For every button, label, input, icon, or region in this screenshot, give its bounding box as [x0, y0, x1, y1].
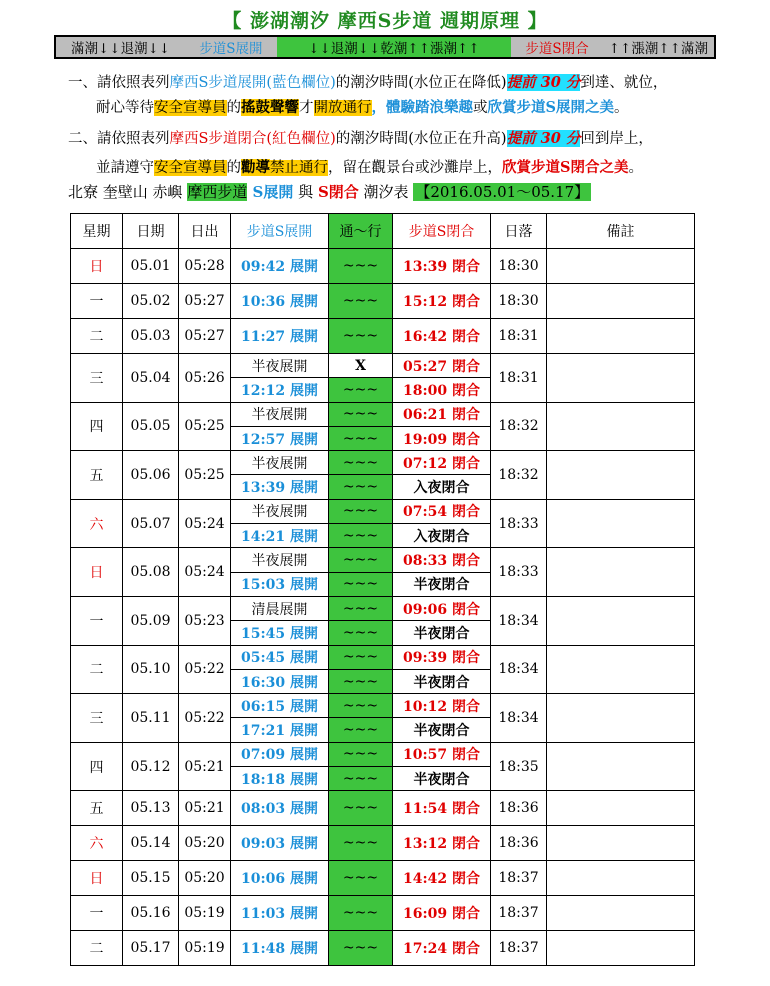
cell-remarks	[547, 548, 695, 597]
note-line-3	[68, 127, 653, 148]
cell-remarks	[547, 402, 695, 451]
cell-sunset: 18:36	[491, 791, 547, 826]
note-text: 一、請依照表列	[68, 75, 170, 91]
cell-sunset: 18:35	[491, 742, 547, 791]
cell-date: 05.12	[123, 742, 179, 791]
cell-pass: ~~~	[329, 645, 393, 669]
banner-text: 與	[293, 183, 318, 201]
cell-close-time: 06:21 閉合	[393, 402, 491, 426]
note-text: 的潮汐時間(水位正在升高)	[335, 131, 507, 147]
cell-remarks	[547, 319, 695, 354]
header-date: 日期	[123, 214, 179, 249]
note-line-1	[68, 71, 667, 92]
cell-open-time: 半夜展開	[231, 402, 329, 426]
table-row	[71, 791, 695, 826]
cell-weekday: 三	[71, 694, 123, 743]
cell-weekday: 四	[71, 402, 123, 451]
cell-weekday: 一	[71, 596, 123, 645]
cell-sunrise: 05:23	[179, 596, 231, 645]
cell-date: 05.07	[123, 499, 179, 548]
cell-close-time: 入夜閉合	[393, 475, 491, 499]
cell-date: 05.04	[123, 354, 179, 403]
note-yellow-text: 搖鼓聲響	[241, 99, 299, 116]
cell-weekday: 二	[71, 931, 123, 966]
cell-date: 05.15	[123, 861, 179, 896]
cell-weekday: 五	[71, 451, 123, 500]
cell-sunset: 18:30	[491, 284, 547, 319]
cell-close-time: 07:12 閉合	[393, 451, 491, 475]
cell-open-time: 11:27 展開	[231, 319, 329, 354]
cell-close-time: 半夜閉合	[393, 621, 491, 645]
note-text: 並請遵守	[96, 160, 154, 176]
cell-close-time: 10:57 閉合	[393, 742, 491, 766]
cell-open-time: 10:36 展開	[231, 284, 329, 319]
header-remarks: 備註	[547, 214, 695, 249]
cell-open-time: 05:45 展開	[231, 645, 329, 669]
cell-open-time: 18:18 展開	[231, 767, 329, 791]
cell-close-time: 09:39 閉合	[393, 645, 491, 669]
cell-pass: ~~~	[329, 596, 393, 620]
tide-cycle-bar	[54, 35, 716, 59]
table-header-row	[71, 214, 695, 249]
cycle-segment: ↓↓退潮↓↓乾潮↑↑漲潮↑↑	[277, 37, 512, 57]
note-blue-text: 摩西S步道展開(藍色欄位)	[169, 75, 336, 91]
cell-pass: ~~~	[329, 718, 393, 742]
cell-remarks	[547, 791, 695, 826]
cell-date: 05.03	[123, 319, 179, 354]
cell-pass: ~~~	[329, 861, 393, 896]
note-blue-text: 欣賞步道S展開之美	[487, 99, 614, 116]
cell-pass: ~~~	[329, 426, 393, 450]
cell-pass: ~~~	[329, 475, 393, 499]
note-text: 的	[226, 160, 241, 176]
cell-sunrise: 05:27	[179, 319, 231, 354]
table-row	[71, 548, 695, 572]
cell-pass: ~~~	[329, 931, 393, 966]
cell-date: 05.14	[123, 826, 179, 861]
cell-date: 05.08	[123, 548, 179, 597]
cycle-segment: 步道S閉合	[511, 37, 602, 57]
cell-remarks	[547, 742, 695, 791]
cell-weekday: 五	[71, 791, 123, 826]
cell-pass: ~~~	[329, 249, 393, 284]
cell-sunrise: 05:20	[179, 826, 231, 861]
cell-close-time: 05:27 閉合	[393, 354, 491, 378]
cell-pass: ~~~	[329, 284, 393, 319]
header-sunrise: 日出	[179, 214, 231, 249]
header-open: 步道S展開	[231, 214, 329, 249]
cell-pass: ~~~	[329, 669, 393, 693]
cell-sunrise: 05:19	[179, 896, 231, 931]
cell-weekday: 四	[71, 742, 123, 791]
cell-pass: ~~~	[329, 548, 393, 572]
cell-pass: ~~~	[329, 402, 393, 426]
cell-close-time: 16:09 閉合	[393, 896, 491, 931]
cell-close-time: 08:33 閉合	[393, 548, 491, 572]
cell-pass: ~~~	[329, 896, 393, 931]
cell-date: 05.10	[123, 645, 179, 694]
table-row	[71, 499, 695, 523]
cell-pass: ~~~	[329, 767, 393, 791]
header-weekday: 星期	[71, 214, 123, 249]
tide-table	[70, 213, 695, 966]
cell-close-time: 19:09 閉合	[393, 426, 491, 450]
cycle-segment: 步道S展開	[185, 37, 276, 57]
table-row	[71, 826, 695, 861]
cell-remarks	[547, 499, 695, 548]
cell-pass: ~~~	[329, 378, 393, 402]
cell-open-time: 17:21 展開	[231, 718, 329, 742]
cell-date: 05.16	[123, 896, 179, 931]
cell-weekday: 六	[71, 826, 123, 861]
cell-close-time: 入夜閉合	[393, 524, 491, 548]
table-row	[71, 284, 695, 319]
cell-weekday: 日	[71, 548, 123, 597]
cell-sunrise: 05:21	[179, 791, 231, 826]
cell-close-time: 13:39 閉合	[393, 249, 491, 284]
note-text: 。	[613, 100, 629, 116]
table-row	[71, 645, 695, 669]
header-close: 步道S閉合	[393, 214, 491, 249]
cell-close-time: 14:42 閉合	[393, 861, 491, 896]
cell-sunset: 18:34	[491, 596, 547, 645]
note-text: 或	[473, 100, 488, 116]
cell-date: 05.17	[123, 931, 179, 966]
cell-pass: ~~~	[329, 694, 393, 718]
cell-remarks	[547, 284, 695, 319]
cell-open-time: 10:06 展開	[231, 861, 329, 896]
cell-date: 05.13	[123, 791, 179, 826]
note-text: ，留在觀景台或沙灘岸上，	[328, 160, 502, 176]
cell-sunrise: 05:24	[179, 499, 231, 548]
note-text: 回到岸上，	[580, 131, 653, 147]
cell-sunrise: 05:21	[179, 742, 231, 791]
cell-sunset: 18:31	[491, 319, 547, 354]
cell-open-time: 13:39 展開	[231, 475, 329, 499]
cell-close-time: 17:24 閉合	[393, 931, 491, 966]
cell-pass: ~~~	[329, 826, 393, 861]
cell-remarks	[547, 596, 695, 645]
page-title: 【 澎湖潮汐 摩西S步道 週期原理 】	[222, 10, 548, 32]
cell-sunrise: 05:26	[179, 354, 231, 403]
note-line-4	[96, 156, 643, 177]
cell-remarks	[547, 861, 695, 896]
table-row	[71, 896, 695, 931]
cell-weekday: 六	[71, 499, 123, 548]
header-sunset: 日落	[491, 214, 547, 249]
cell-open-time: 12:12 展開	[231, 378, 329, 402]
note-text: 二、請依照表列	[68, 131, 170, 147]
cell-weekday: 三	[71, 354, 123, 403]
cell-open-time: 14:21 展開	[231, 524, 329, 548]
cell-sunset: 18:37	[491, 896, 547, 931]
note-yellow-text: 安全宣導員	[154, 100, 227, 116]
cell-open-time: 15:45 展開	[231, 621, 329, 645]
cell-pass: ~~~	[329, 499, 393, 523]
cell-sunset: 18:32	[491, 451, 547, 500]
cell-close-time: 半夜閉合	[393, 572, 491, 596]
cell-remarks	[547, 694, 695, 743]
cell-pass: ~~~	[329, 621, 393, 645]
cell-sunrise: 05:22	[179, 694, 231, 743]
note-yellow-text: 開放通行	[313, 100, 372, 116]
note-advance-time: 提前 30 分	[506, 130, 581, 147]
note-text: 才	[299, 100, 314, 116]
cell-weekday: 一	[71, 896, 123, 931]
cell-weekday: 日	[71, 249, 123, 284]
cell-open-time: 半夜展開	[231, 354, 329, 378]
cell-pass: ~~~	[329, 451, 393, 475]
cell-open-time: 半夜展開	[231, 451, 329, 475]
table-row	[71, 596, 695, 620]
cell-close-time: 13:12 閉合	[393, 826, 491, 861]
cell-open-time: 清晨展開	[231, 596, 329, 620]
cell-remarks	[547, 645, 695, 694]
banner-text: 潮汐表	[358, 183, 414, 201]
cell-open-time: 11:48 展開	[231, 931, 329, 966]
cell-pass: ~~~	[329, 319, 393, 354]
cell-pass: ~~~	[329, 524, 393, 548]
table-row	[71, 249, 695, 284]
table-row	[71, 319, 695, 354]
note-blue-text: ，體驗踏浪樂趣	[371, 99, 473, 116]
note-text: 耐心等待	[96, 100, 154, 116]
cell-close-time: 07:54 閉合	[393, 499, 491, 523]
cell-pass: X	[329, 354, 393, 378]
cell-open-time: 16:30 展開	[231, 669, 329, 693]
cell-remarks	[547, 354, 695, 403]
note-yellow-text: 禁止通行	[270, 160, 328, 176]
banner-trail-name: 摩西步道	[187, 183, 248, 201]
cell-remarks	[547, 931, 695, 966]
cell-pass: ~~~	[329, 742, 393, 766]
note-advance-time: 提前 30 分	[506, 74, 581, 91]
cell-sunset: 18:37	[491, 861, 547, 896]
cell-date: 05.09	[123, 596, 179, 645]
cell-date: 05.06	[123, 451, 179, 500]
cell-weekday: 日	[71, 861, 123, 896]
note-red-text: 欣賞步道S閉合之美	[502, 159, 629, 176]
cell-sunset: 18:33	[491, 548, 547, 597]
cycle-segment: ↑↑漲潮↑↑滿潮	[603, 37, 714, 57]
cell-close-time: 15:12 閉合	[393, 284, 491, 319]
table-row	[71, 694, 695, 718]
cycle-segment: 滿潮↓↓退潮↓↓	[56, 37, 185, 57]
cell-sunrise: 05:22	[179, 645, 231, 694]
note-line-2	[96, 96, 628, 117]
banner-location: 北寮 奎壁山 赤嶼	[68, 183, 188, 201]
table-banner	[68, 181, 591, 202]
cell-date: 05.11	[123, 694, 179, 743]
cell-open-time: 12:57 展開	[231, 426, 329, 450]
cell-sunrise: 05:20	[179, 861, 231, 896]
cell-sunrise: 05:25	[179, 451, 231, 500]
cell-date: 05.01	[123, 249, 179, 284]
cell-weekday: 二	[71, 645, 123, 694]
cell-open-time: 09:42 展開	[231, 249, 329, 284]
cell-sunrise: 05:25	[179, 402, 231, 451]
cell-close-time: 半夜閉合	[393, 718, 491, 742]
note-text: 的	[226, 100, 241, 116]
cell-close-time: 16:42 閉合	[393, 319, 491, 354]
note-red-text: 摩西S步道閉合(紅色欄位)	[169, 131, 336, 147]
cell-sunset: 18:33	[491, 499, 547, 548]
cell-date: 05.05	[123, 402, 179, 451]
note-yellow-text: 安全宣導員	[154, 160, 227, 176]
cell-pass: ~~~	[329, 572, 393, 596]
cell-sunrise: 05:24	[179, 548, 231, 597]
cell-sunset: 18:37	[491, 931, 547, 966]
banner-date-range: 【2016.05.01～05.17】	[415, 183, 590, 201]
cell-sunrise: 05:28	[179, 249, 231, 284]
cell-open-time: 11:03 展開	[231, 896, 329, 931]
cell-sunset: 18:34	[491, 694, 547, 743]
cell-remarks	[547, 451, 695, 500]
cell-remarks	[547, 896, 695, 931]
note-yellow-text: 勸導	[241, 159, 270, 176]
table-row	[71, 931, 695, 966]
cell-sunset: 18:32	[491, 402, 547, 451]
table-row	[71, 861, 695, 896]
banner-close: S閉合	[317, 183, 359, 201]
cell-close-time: 半夜閉合	[393, 669, 491, 693]
table-row	[71, 402, 695, 426]
cell-sunrise: 05:27	[179, 284, 231, 319]
header-pass: 通～行	[329, 214, 393, 249]
cell-remarks	[547, 826, 695, 861]
table-row	[71, 742, 695, 766]
cell-remarks	[547, 249, 695, 284]
cell-close-time: 18:00 閉合	[393, 378, 491, 402]
cell-date: 05.02	[123, 284, 179, 319]
cell-weekday: 一	[71, 284, 123, 319]
cell-weekday: 二	[71, 319, 123, 354]
banner-open: S展開	[247, 183, 294, 201]
note-text: 的潮汐時間(水位正在降低)	[335, 75, 507, 91]
note-text: 。	[628, 160, 643, 176]
table-row	[71, 451, 695, 475]
table-row	[71, 354, 695, 378]
cell-sunset: 18:36	[491, 826, 547, 861]
cell-open-time: 09:03 展開	[231, 826, 329, 861]
cell-sunset: 18:31	[491, 354, 547, 403]
cell-open-time: 07:09 展開	[231, 742, 329, 766]
cell-open-time: 08:03 展開	[231, 791, 329, 826]
cell-open-time: 15:03 展開	[231, 572, 329, 596]
cell-sunset: 18:34	[491, 645, 547, 694]
cell-pass: ~~~	[329, 791, 393, 826]
note-text: 到達、就位，	[580, 75, 668, 91]
cell-open-time: 半夜展開	[231, 548, 329, 572]
cell-close-time: 半夜閉合	[393, 767, 491, 791]
cell-close-time: 09:06 閉合	[393, 596, 491, 620]
cell-open-time: 半夜展開	[231, 499, 329, 523]
cell-open-time: 06:15 展開	[231, 694, 329, 718]
cell-close-time: 11:54 閉合	[393, 791, 491, 826]
cell-close-time: 10:12 閉合	[393, 694, 491, 718]
cell-sunrise: 05:19	[179, 931, 231, 966]
cell-sunset: 18:30	[491, 249, 547, 284]
